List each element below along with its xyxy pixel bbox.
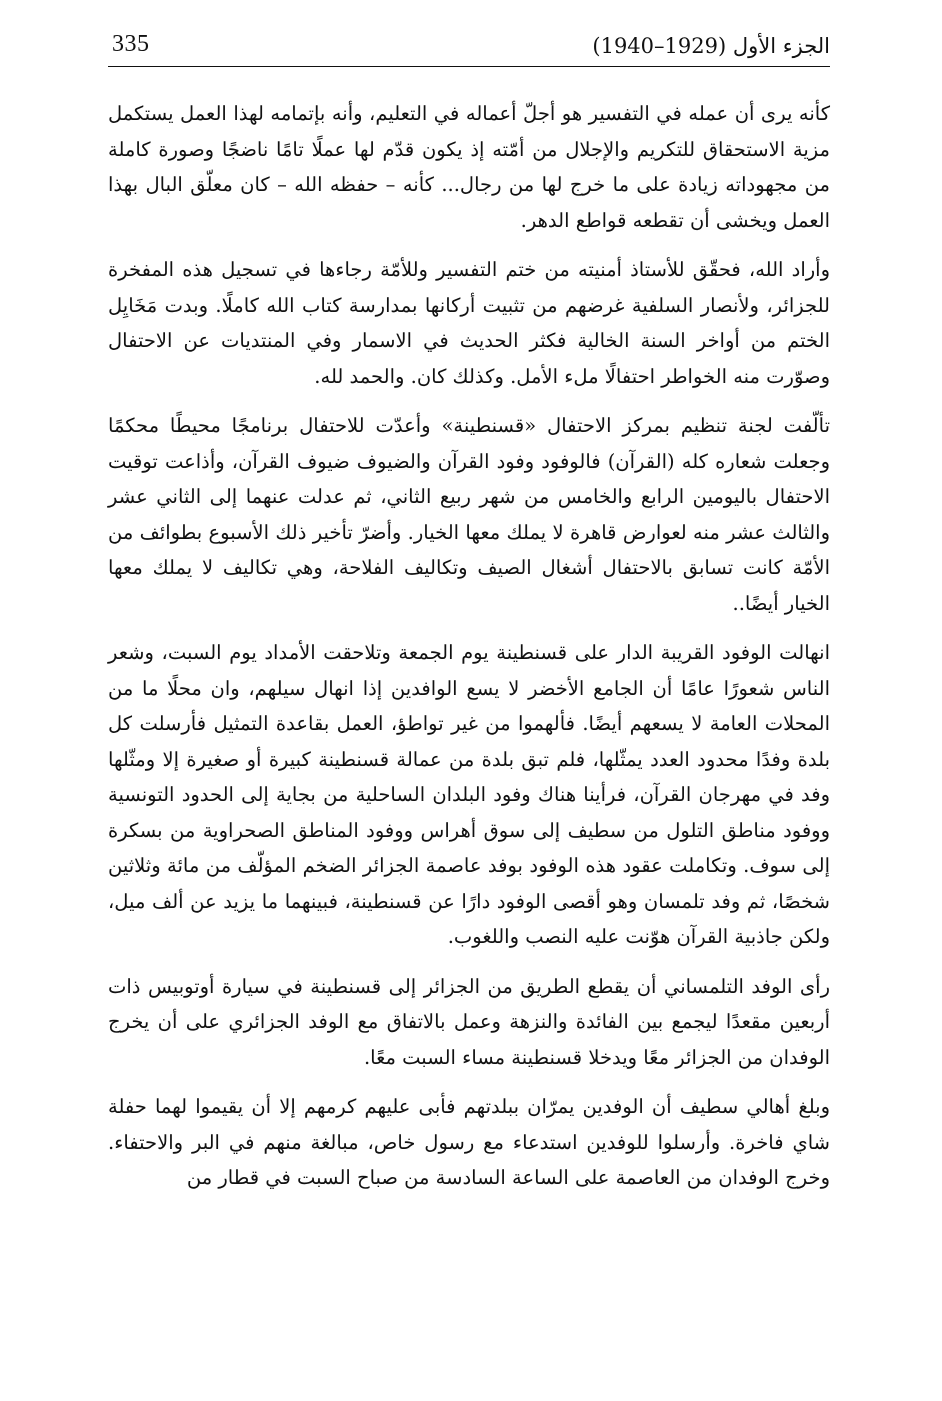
paragraph-3: تألّفت لجنة تنظيم بمركز الاحتفال «قسنطينة» وأعدّت للاحتفال برنامجًا محيطًا محكمًا وجعلت شعاره كله (القرآن) فالوفود وفود القرآن والضيوف ضيوف القرآن، وأذاعت توقيت الاحتفال باليومين الرابع والخامس من شهر ربيع الثاني، ثم عدلت عنهما إلى الثاني عشر والثالث عشر منه لعوارض قاهرة لا يملك معها الخيار. وأضرّ تأخير ذلك الأسبوع بطوائف من الأمّة كانت تسابق بالاحتفال أشغال الصيف وتكاليف الفلاحة، وهي تكاليف لا يملك معها الخيار أيضًا.. bbox=[108, 414, 830, 615]
paragraph-1: كأنه يرى أن عمله في التفسير هو أجلّ أعماله في التعليم، وأنه بإتمامه لهذا العمل يستكمل مزية الاستحقاق للتكريم والإجلال من أمّته إذ يكون قدّم لها عملًا تامًا ناضجًا وصورة كاملة من مجهوداته زيادة على ما خرج لها من رجال... كأنه – حفظه الله – كان معلّق البال بهذا العمل ويخشى أن تقطعه قواطع الدهر. bbox=[108, 102, 830, 232]
header-rule bbox=[108, 66, 830, 67]
page-header bbox=[108, 28, 830, 66]
page-number: 335 bbox=[112, 31, 150, 57]
paragraph-6: وبلغ أهالي سطيف أن الوفدين يمرّان ببلدتهم فأبى عليهم كرمهم إلا أن يقيموا لهما حفلة شاي فاخرة. وأرسلوا للوفدين استدعاء مع رسول خاص، مبالغة منهم في البر والاحتفاء. وخرج الوفدان من العاصمة على الساعة السادسة من صباح السبت في قطار من bbox=[108, 1095, 830, 1189]
paragraph-2: وأراد الله، فحقّق للأستاذ أمنيته من ختم التفسير وللأمّة رجاءها في تسجيل هذه المفخرة للجزائر، ولأنصار السلفية غرضهم من تثبيت أركانها بمدارسة كتاب الله كاملًا. وبدت مَخَايِل الختم من أواخر السنة الخالية فكثر الحديث في الاسمار وفي المنتديات عن الاحتفال وصوّرت منه الخواطر احتفالًا ملء الأمل. وكذلك كان. والحمد لله. bbox=[108, 258, 830, 388]
body-text bbox=[108, 96, 830, 1196]
running-title: الجزء الأول (1929–1940) bbox=[592, 34, 830, 58]
paragraph-4: انهالت الوفود القريبة الدار على قسنطينة يوم الجمعة وتلاحقت الأمداد يوم السبت، وشعر الناس شعورًا عامًا أن الجامع الأخضر لا يسع الوافدين إذا انهال سيلهم، وان محلًا ما من المحلات العامة لا يسعهم أيضًا. فألهموا من غير تواطؤ، العمل بقاعدة التمثيل فأرسلت كل بلدة وفدًا محدود العدد يمثّلها، فلم تبق بلدة من عمالة قسنطينة كبيرة أو صغيرة إلا ومثّلها وفد في مهرجان القرآن، فرأينا هناك وفود البلدان الساحلية من بجاية إلى الحدود التونسية ووفود مناطق التلول من سطيف إلى سوق أهراس ووفود المناطق الصحراوية من بسكرة إلى سوف. وتكاملت عقود هذه الوفود بوفد عاصمة الجزائر الضخم المؤلّف من مائة وثلاثين شخصًا، ثم وفد تلمسان وهو أقصى الوفود دارًا عن قسنطينة، فبينهما ما يزيد عن ألف ميل، ولكن جاذبية القرآن هوّنت عليه النصب واللغوب. bbox=[108, 641, 830, 948]
paragraph-5: رأى الوفد التلمساني أن يقطع الطريق من الجزائر إلى قسنطينة في سيارة أوتوبيس ذات أربعين مقعدًا ليجمع بين الفائدة والنزهة وعمل بالاتفاق مع الوفد الجزائري على أن يخرج الوفدان من الجزائر معًا ويدخلا قسنطينة مساء السبت معًا. bbox=[108, 974, 830, 1069]
